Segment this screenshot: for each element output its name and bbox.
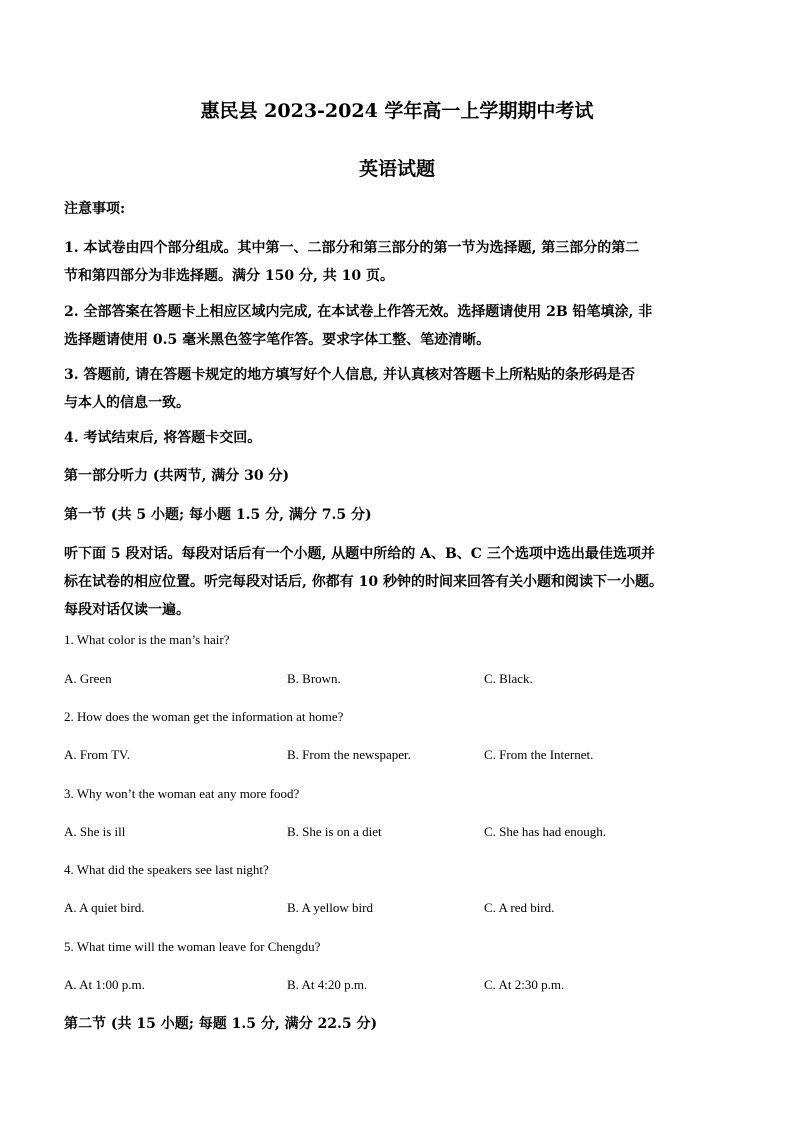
instructions-line-1: 听下面 5 段对话。每段对话后有一个小题, 从题中所给的 A、B、C 三个选项中选出最佳选项并 (64, 546, 655, 562)
notice-item-1 (64, 234, 736, 290)
section2-heading: 第二节 (共 15 小题; 每题 1.5 分, 满分 22.5 分) (64, 1016, 378, 1032)
notice-item-3 (64, 361, 736, 417)
question-3-option-b: B. She is on a diet (287, 824, 382, 839)
notice-item-1-line-2: 节和第四部分为非选择题。满分 150 分, 共 10 页。 (64, 268, 394, 284)
question-1-option-c: C. Black. (484, 671, 533, 686)
question-2-option-b: B. From the newspaper. (287, 747, 411, 762)
part1-heading: 第一部分听力 (共两节, 满分 30 分) (64, 468, 290, 484)
question-3: 3. Why won’t the woman eat any more food? (64, 786, 300, 801)
exam-subtitle: 英语试题 (358, 158, 435, 180)
question-3-option-c: C. She has had enough. (484, 824, 607, 839)
question-1-option-b: B. Brown. (287, 671, 341, 686)
section1-heading: 第一节 (共 5 小题; 每小题 1.5 分, 满分 7.5 分) (64, 507, 372, 523)
notice-item-3-line-1: 3. 答题前, 请在答题卡规定的地方填写好个人信息, 并认真核对答题卡上所粘贴的条形码是否 (64, 367, 635, 383)
question-5-option-b: B. At 4:20 p.m. (287, 977, 368, 992)
question-5: 5. What time will the woman leave for Chengdu? (64, 939, 321, 954)
section1-instructions (64, 540, 736, 624)
instructions-line-3: 每段对话仅读一遍。 (64, 602, 190, 618)
exam-title: 惠民县 2023-2024 学年高一上学期期中考试 (200, 100, 594, 122)
question-1-option-a: A. Green (64, 671, 112, 686)
notice-item-2-line-2: 选择题请使用 0.5 毫米黑色签字笔作答。要求字体工整、笔迹清晰。 (64, 332, 491, 348)
question-4-option-a: A. A quiet bird. (64, 900, 145, 915)
question-2-option-c: C. From the Internet. (484, 747, 594, 762)
notice-item-3-line-2: 与本人的信息一致。 (64, 395, 190, 411)
question-5-option-a: A. At 1:00 p.m. (64, 977, 145, 992)
question-1: 1. What color is the man’s hair? (64, 632, 230, 647)
question-5-option-c: C. At 2:30 p.m. (484, 977, 565, 992)
notice-item-1-line-1: 1. 本试卷由四个部分组成。其中第一、二部分和第三部分的第一节为选择题, 第三部分的第二 (64, 240, 640, 256)
question-3-option-a: A. She is ill (64, 824, 126, 839)
notice-item-2-line-1: 2. 全部答案在答题卡上相应区域内完成, 在本试卷上作答无效。选择题请使用 2B 铅笔填涂, 非 (64, 304, 653, 320)
question-4: 4. What did the speakers see last night? (64, 862, 269, 877)
question-2: 2. How does the woman get the information at home? (64, 709, 344, 724)
notice-heading: 注意事项: (64, 201, 126, 217)
instructions-line-2: 标在试卷的相应位置。听完每段对话后, 你都有 10 秒钟的时间来回答有关小题和阅读下一小题。 (64, 574, 663, 590)
notice-item-2 (64, 298, 736, 354)
question-4-option-b: B. A yellow bird (287, 900, 373, 915)
question-2-option-a: A. From TV. (64, 747, 130, 762)
question-4-option-c: C. A red bird. (484, 900, 555, 915)
notice-item-4: 4. 考试结束后, 将答题卡交回。 (64, 430, 262, 446)
